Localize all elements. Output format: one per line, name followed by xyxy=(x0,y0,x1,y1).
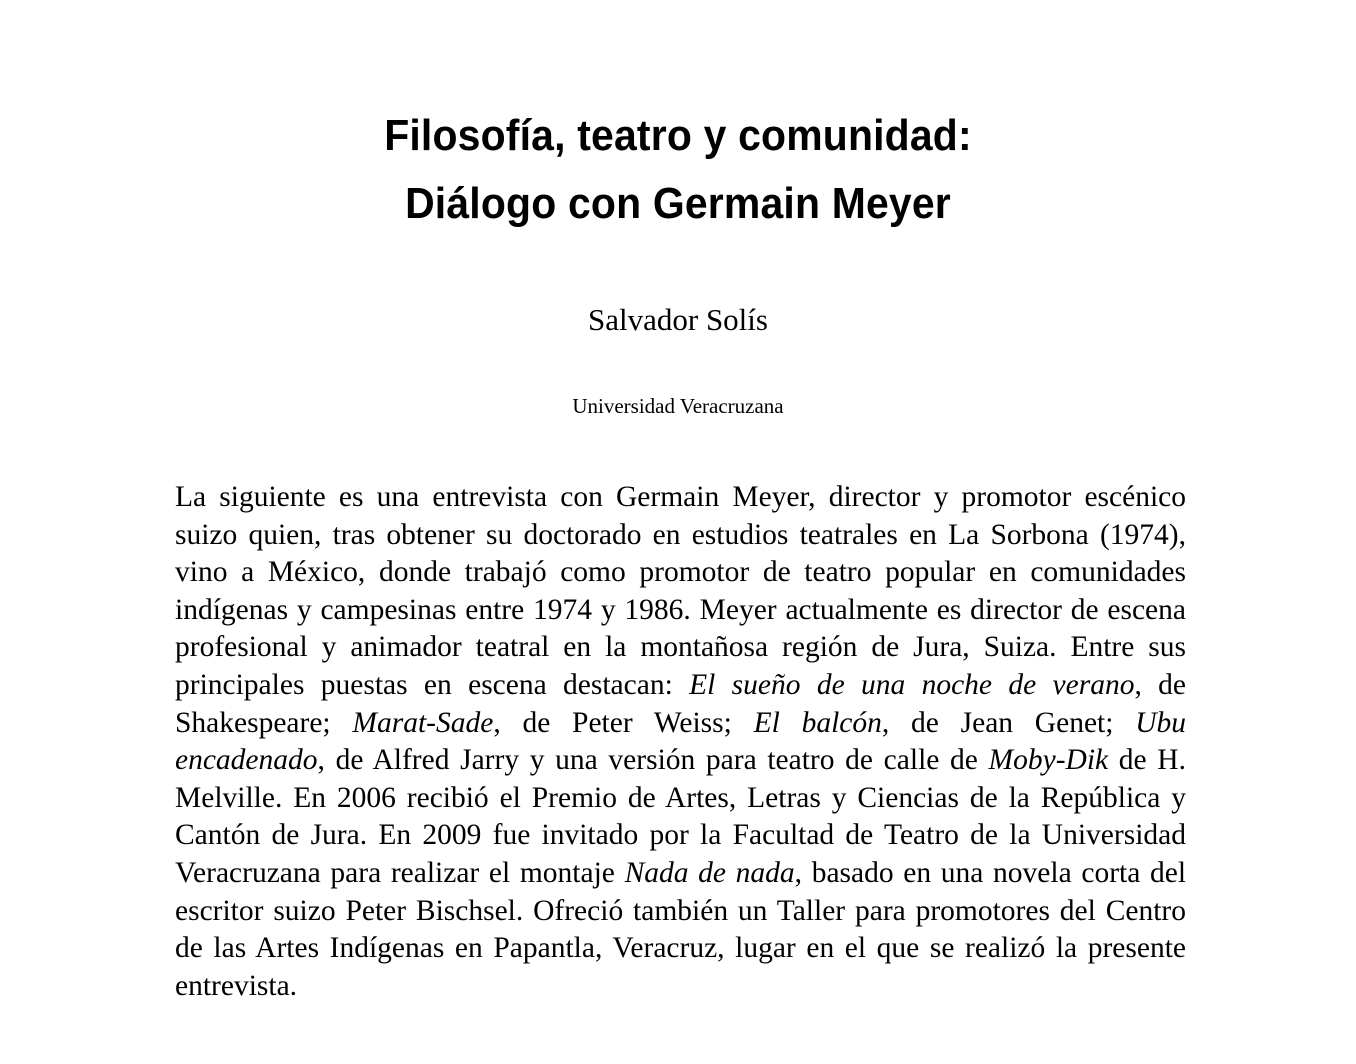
work-title: Moby-Dik xyxy=(988,744,1109,777)
article-title-line-1: Filosofía, teatro y comunidad: xyxy=(384,111,972,160)
work-title: Marat-Sade xyxy=(352,706,494,739)
work-title: Ubu encadenado xyxy=(175,706,1187,777)
abstract-text-run: La siguiente es una entrevista con Germain Meyer, director y promotor escénico suizo quien, tras obtener su doctorado en estudios teatrales en La Sorbona (1974), vino a México, donde trabajó como promotor de teatro popular en comunidades indígenas y campesinas entre 1974 y 1986. Meyer actualmente es director de escena profesional y animador teatral en la montañosa región de Jura, Suiza. Entre sus principales puestas en escena destacan: xyxy=(175,481,1186,701)
abstract-text-run: , de Shakespeare; xyxy=(175,668,1187,739)
abstract-text-run: , de Peter Weiss; xyxy=(493,706,754,739)
work-title: El sueño de una noche de verano xyxy=(689,668,1135,701)
author-name: Salvador Solís xyxy=(588,302,768,337)
author-affiliation: Universidad Veracruzana xyxy=(572,394,784,418)
abstract-paragraph xyxy=(175,479,1186,1005)
work-title: El balcón xyxy=(753,706,882,739)
work-title: Nada de nada xyxy=(624,856,795,889)
abstract-text-run: , de Alfred Jarry y una versión para teatro de calle de xyxy=(317,744,989,777)
abstract-block xyxy=(175,479,1186,1005)
article-title-line-2: Diálogo con Germain Meyer xyxy=(405,179,951,228)
abstract-text-run: , basado en una novela corta del escritor suizo Peter Bischsel. Ofreció también un Taller para promotores del Centro de las Artes Indígenas en Papantla, Veracruz, lugar en el que se realizó la presente entrevista. xyxy=(175,856,1187,1002)
abstract-text-run: , de Jean Genet; xyxy=(881,706,1136,739)
article-title xyxy=(0,102,1356,238)
abstract-text-run: de H. Melville. En 2006 recibió el Premio de Artes, Letras y Ciencias de la República y Cantón de Jura. En 2009 fue invitado por la Facultad de Teatro de la Universidad Veracruzana para realizar el montaje xyxy=(175,744,1186,889)
